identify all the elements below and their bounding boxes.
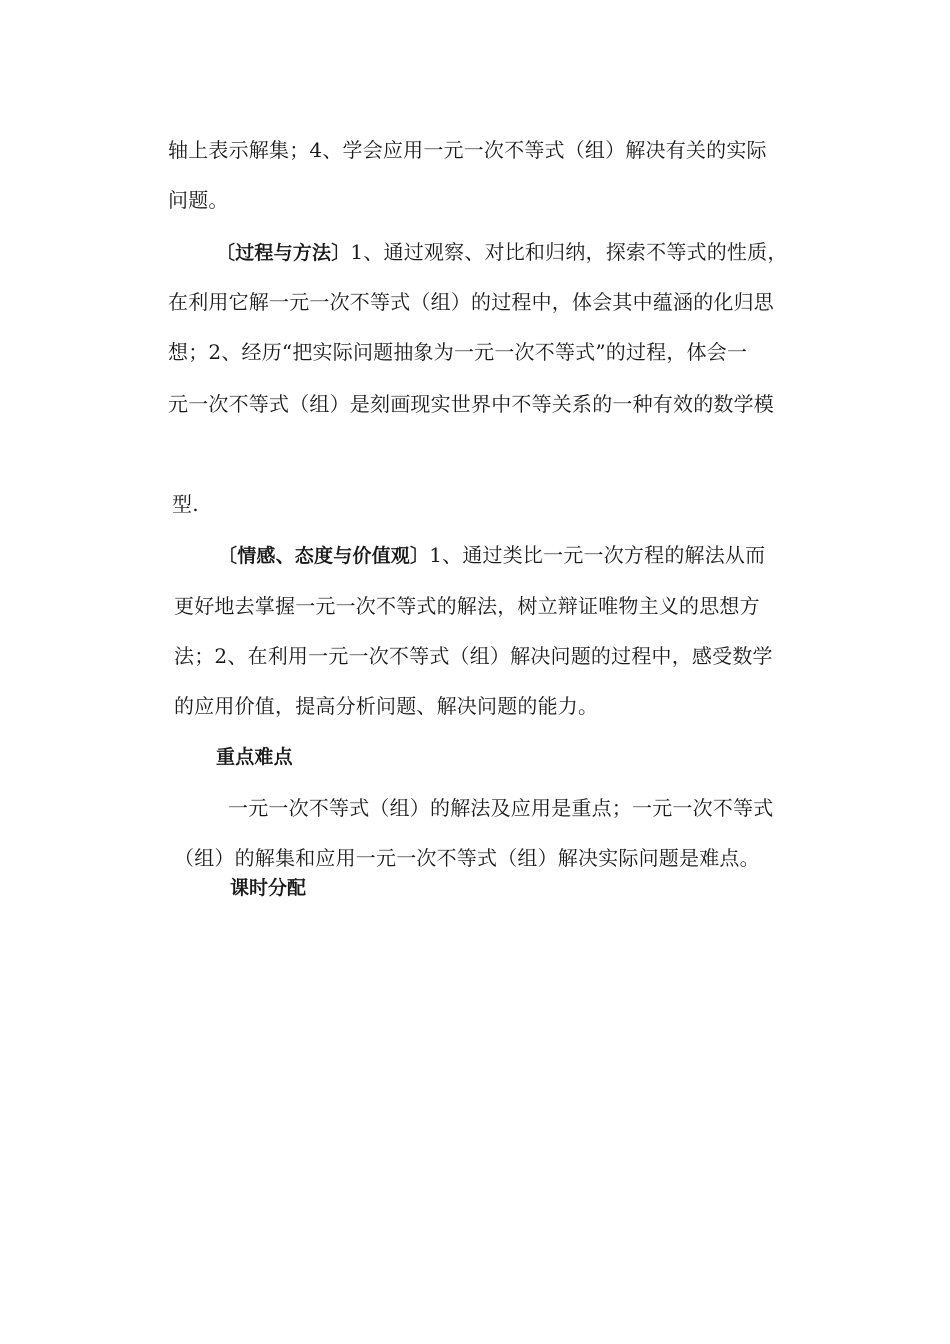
text-line: 想；2、经历“把实际问题抽象为一元一次不等式”的过程，体会一 — [168, 340, 748, 364]
text-line: 轴上表示解集；4、学会应用一元一次不等式（组）解决有关的实际 — [168, 138, 767, 162]
text-line: 问题。 — [168, 188, 229, 212]
text-line: 在利用它解一元一次不等式（组）的过程中，体会其中蕴涵的化归思 — [168, 290, 774, 314]
emotion-values-label: 〔情感、态度与价值观〕 — [218, 545, 430, 567]
text-line: 1、通过观察、对比和归纳，探索不等式的性质， — [350, 240, 788, 264]
emotion-values-paragraph-start — [218, 541, 765, 570]
text-line: 法；2、在利用一元一次不等式（组）解决问题的过程中，感受数学 — [174, 644, 773, 668]
text-line: 型. — [172, 492, 199, 516]
section-heading-key-difficult: 重点难点 — [216, 746, 293, 768]
process-method-label: 〔过程与方法〕 — [216, 242, 351, 264]
cut-off-heading: 课时分配 — [230, 877, 307, 899]
process-method-paragraph-start — [216, 238, 788, 267]
text-line: 1、通过类比一元一次方程的解法从而 — [429, 543, 766, 567]
text-line: 更好地去掌握一元一次不等式的解法，树立辩证唯物主义的思想方 — [174, 594, 760, 618]
text-line: （组）的解集和应用一元一次不等式（组）解决实际问题是难点。 — [174, 846, 760, 870]
text-line: 的应用价值，提高分析问题、解决问题的能力。 — [174, 694, 599, 718]
text-line: 元一次不等式（组）是刻画现实世界中不等关系的一种有效的数学模 — [168, 392, 774, 416]
text-line: 一元一次不等式（组）的解法及应用是重点；一元一次不等式 — [228, 796, 774, 820]
